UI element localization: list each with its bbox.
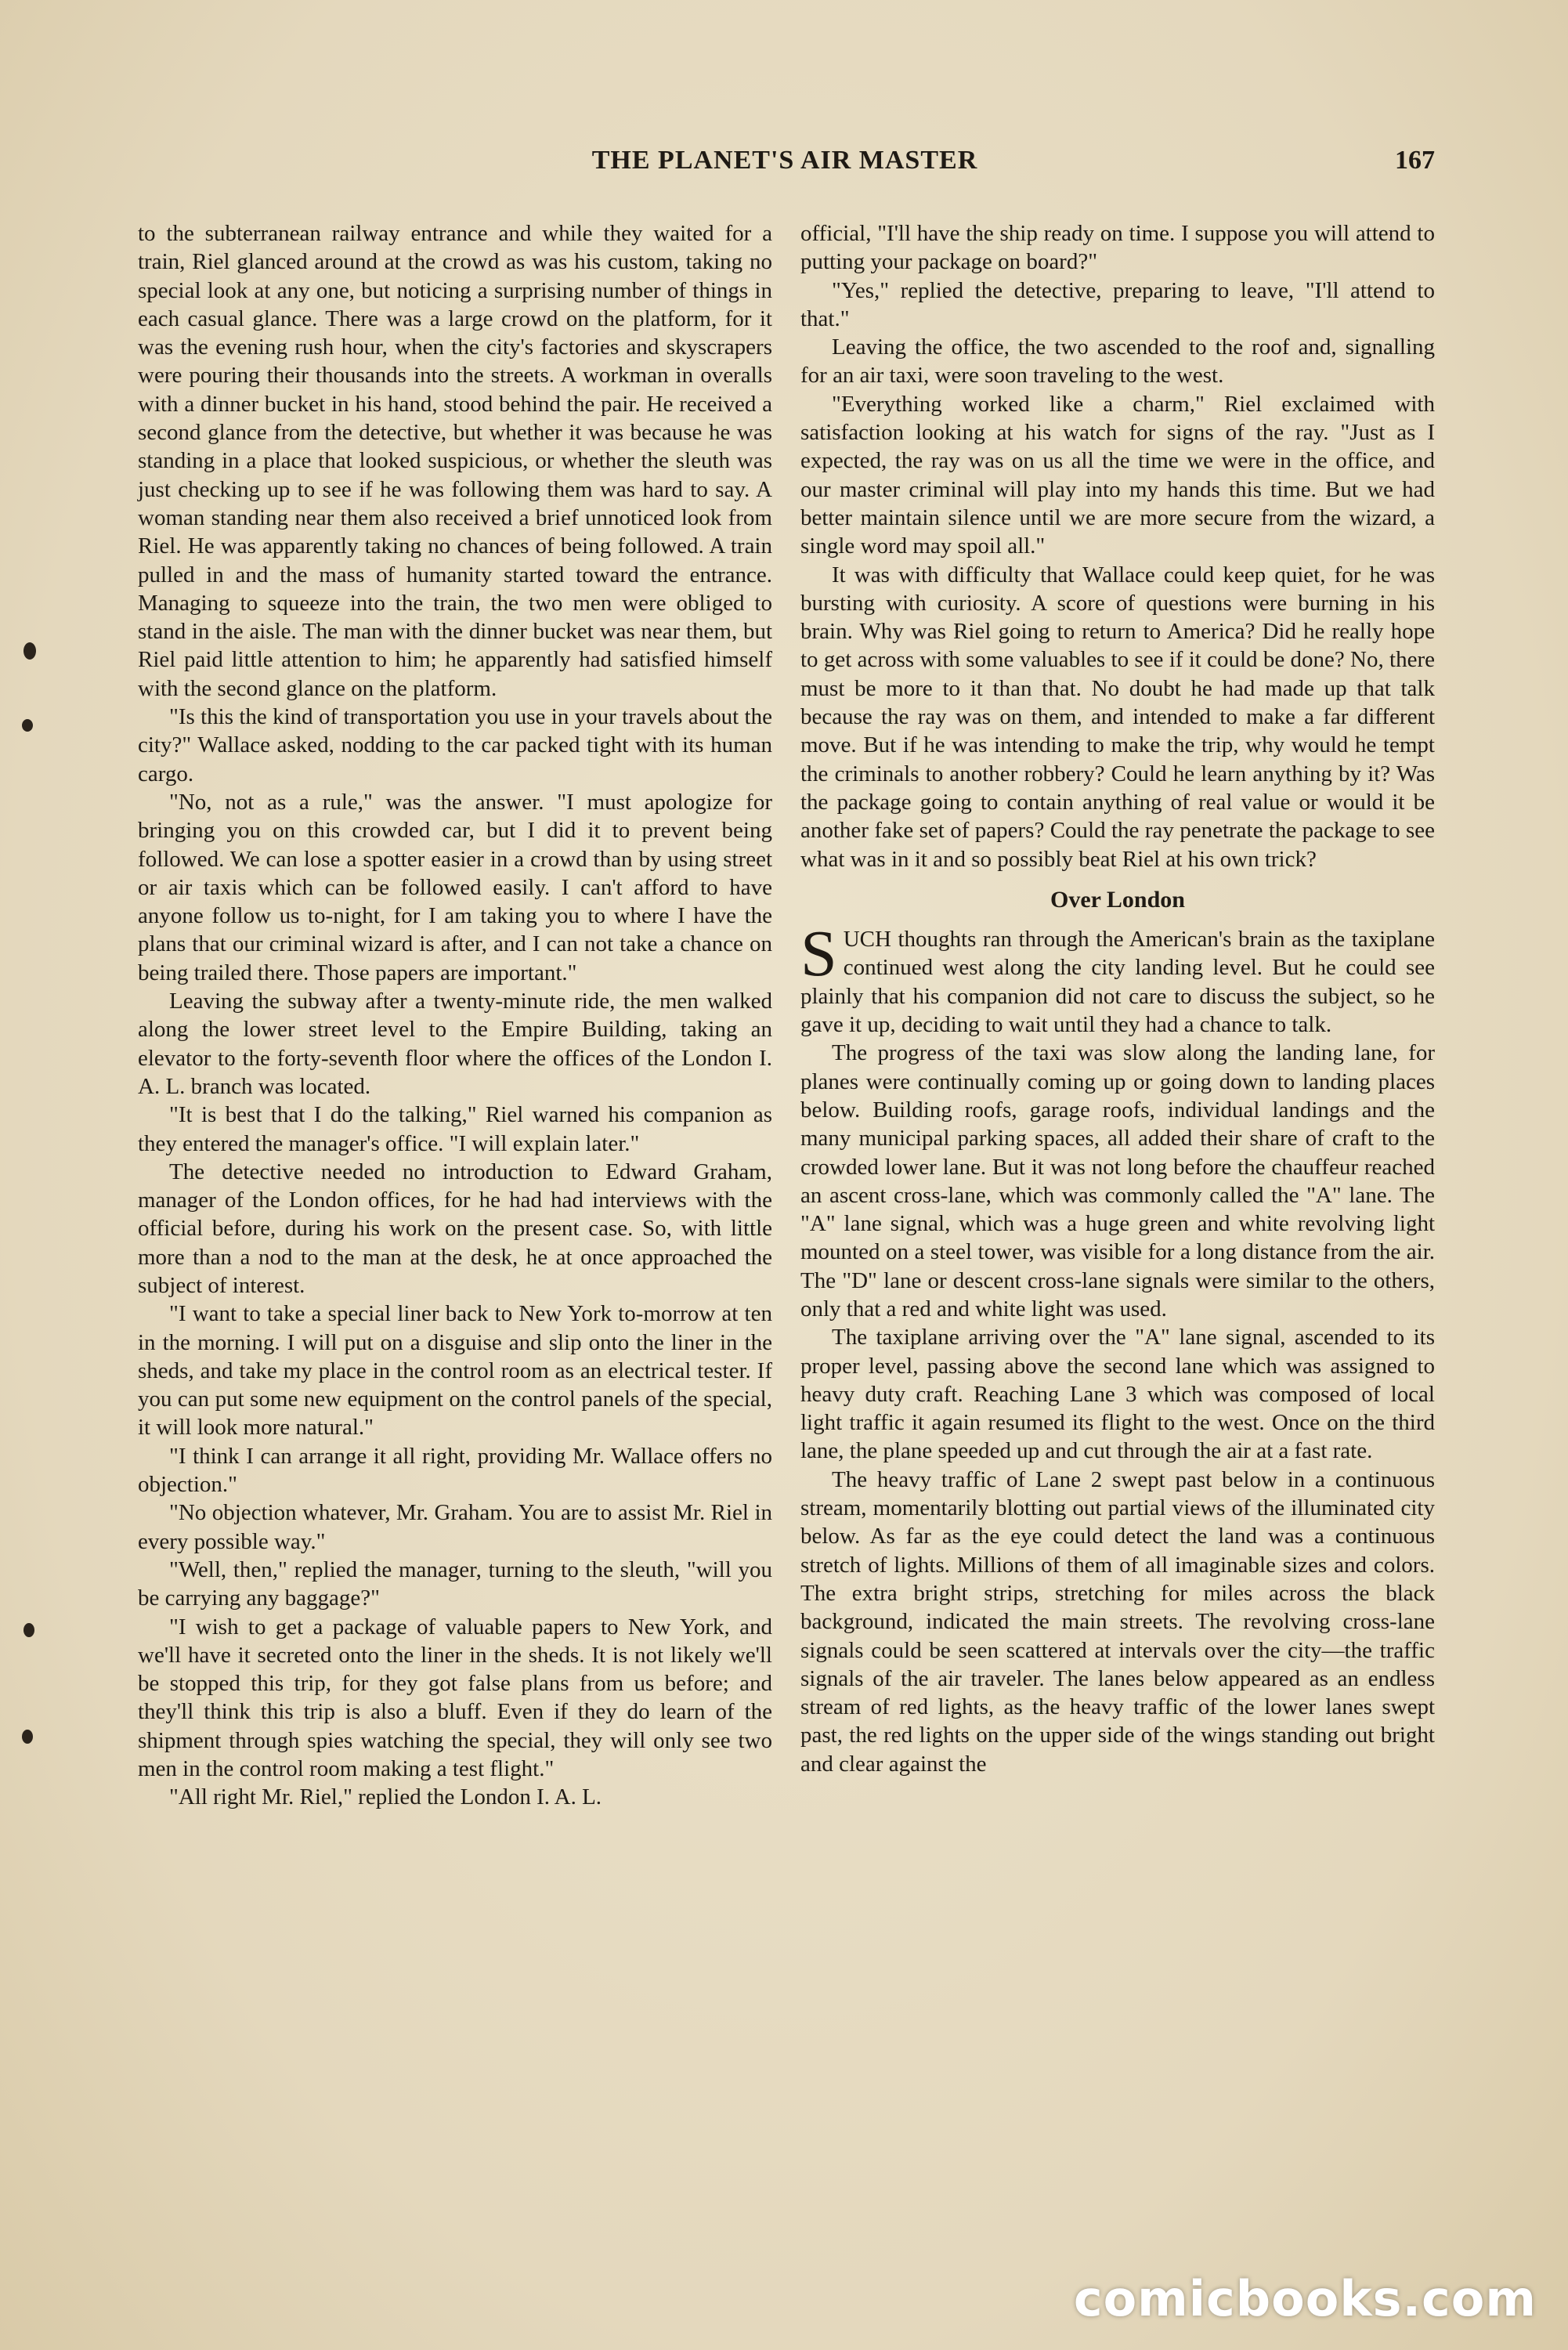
paragraph: "It is best that I do the talking," Riel warned his companion as they entered the manager's office. "I will explain later."	[138, 1102, 772, 1156]
paragraph: "Well, then," replied the manager, turning to the sleuth, "will you be carrying any baggage?"	[138, 1556, 772, 1611]
paragraph: "I want to take a special liner back to New York to-morrow at ten in the morning. I will put on a disguise and slip onto the liner in the sheds, and take my place in the control room as an electrical tester. If you can put some new equipment on the control panels of the special, it will look more natural."	[138, 1301, 772, 1441]
paragraph: "All right Mr. Riel," replied the London I. A. L.	[169, 1784, 602, 1810]
dropcap-paragraph	[800, 917, 1435, 1039]
paragraph: "No, not as a rule," was the answer. "I must apologize for bringing you on this crowded car, but I did it to prevent being followed. We can lose a spotter easier in a crowd than by using street or air taxis which can be followed easily. I can't afford to have anyone follow us to-night, for I am taking you to where I have the plans that our criminal wizard is after, and I can not take a chance on being trailed there. Those papers are important."	[138, 789, 772, 985]
right-column	[800, 219, 1435, 1778]
paragraph: "Is this the kind of transportation you use in your travels about the city?" Wallace asked, nodding to the car packed tight with its human cargo.	[138, 704, 772, 786]
page-header	[135, 146, 1435, 183]
running-title: THE PLANET'S AIR MASTER	[591, 146, 978, 175]
paragraph: to the subterranean railway entrance and while they waited for a train, Riel glanced around at the crowd as was his custom, taking no special look at any one, but noticing a surprising number of things in each casual glance. There was a large crowd on the platform, for it was the evening rush hour, when the city's factories and skyscrapers were pouring their thousands into the streets. A workman in overalls with a dinner bucket in his hand, stood behind the pair. He received a second glance from the detective, but whether it was because he was standing in a place that looked suspicious, or whether the sleuth was just checking up to see if he was following them was hard to say. A woman standing near them also received a brief unnoticed look from Riel. He was apparently taking no chances of being followed. A train pulled in and the mass of humanity started toward the entrance. Managing to squeeze into the train, the two men were obliged to stand in the aisle. The man with the dinner bucket was near them, but Riel paid little attention to him; he apparently had satisfied himself with the second glance on the platform.	[138, 221, 772, 701]
dropcap-paragraph-text: UCH thoughts ran through the American's brain as the taxiplane continued west along the city landing level. But he could see plainly that his companion did not care to discuss the subject, so he gave it up, deciding to wait until they had a chance to talk.	[800, 927, 1435, 1038]
paragraph: "I think I can arrange it all right, providing Mr. Wallace offers no objection."	[138, 1443, 772, 1498]
paragraph: "Everything worked like a charm," Riel exclaimed with satisfaction looking at his watch for signs of the ray. "Just as I expected, the ray was on us all the time we were in the office, and our master criminal will play into my hands this time. But we had better maintain silence until we are more secure from the wizard, a single word may spoil all."	[800, 391, 1435, 559]
drop-cap: S	[800, 917, 837, 991]
paragraph: "Yes," replied the detective, preparing to leave, "I'll attend to that."	[800, 277, 1435, 331]
paragraph: Leaving the subway after a twenty-minute ride, the men walked along the lower street level to the Empire Building, taking an elevator to the forty-seventh floor where the offices of the London I. A. L. branch was located.	[138, 989, 772, 1099]
margin-mark	[23, 642, 36, 660]
paragraph: The heavy traffic of Lane 2 swept past below in a continuous stream, momentarily blotting out partial views of the illuminated city below. As far as the eye could detect the land was a continuous stretch of lights. Millions of them of all imaginable sizes and colors. The extra bright strips, stretching for miles across the black background, indicated the main streets. The revolving cross-lane signals could be seen scattered at intervals over the city—the traffic signals of the air traveler. The lanes below appeared as an endless stream of red lights, as the heavy traffic of the lower lanes swept past, the red lights on the upper side of the wings standing out bright and clear against the	[800, 1466, 1435, 1777]
paragraph: The detective needed no introduction to Edward Graham, manager of the London offices, for he had had interviews with the official before, during his work on the present case. So, with little more than a nod to the man at the desk, he at once approached the subject of interest.	[138, 1159, 772, 1298]
margin-mark	[22, 1730, 33, 1744]
section-heading: Over London	[1050, 886, 1185, 913]
watermark: comicbooks.com	[1073, 2270, 1537, 2327]
page-number: 167	[1395, 146, 1435, 175]
paragraph: It was with difficulty that Wallace could keep quiet, for he was bursting with curiosity. A score of questions were burning in his brain. Why was Riel going to return to America? Did he really hope to get across with some valuables to see if it could be done? No, there must be more to it than that. No doubt he had made up that talk because the ray was on them, and intended to make a far different move. But if he was intending to make the trip, why would he tempt the criminals to another robbery? Could he learn anything by it? Was the package going to contain anything of real value or would it be another fake set of papers? Could the ray penetrate the package to see what was in it and so possibly beat Riel at his own trick?	[800, 562, 1435, 872]
paragraph: official, "I'll have the ship ready on time. I suppose you will attend to putting your package on board?"	[800, 221, 1435, 275]
margin-mark	[22, 719, 33, 732]
paragraph: "I wish to get a package of valuable papers to New York, and we'll have it secreted onto the liner in the sheds. It is not likely we'll be stopped this trip, for they got false plans from us before; and they'll think this trip is also a bluff. Even if they do learn of the shipment through spies watching the special, they will only see two men in the control room making a test flight."	[138, 1614, 772, 1782]
paragraph: Leaving the office, the two ascended to the roof and, signalling for an air taxi, were soon traveling to the west.	[800, 334, 1435, 389]
paragraph: The taxiplane arriving over the "A" lane signal, ascended to its proper level, passing above the second lane which was assigned to heavy duty craft. Reaching Lane 3 which was composed of local light traffic it again resumed its flight to the west. Once on the third lane, the plane speeded up and cut through the air at a fast rate.	[800, 1325, 1435, 1464]
paragraph: The progress of the taxi was slow along the landing lane, for planes were continually coming up or going down to landing places below. Building roofs, garage roofs, individual landings and the many municipal parking spaces, all added their share of craft to the crowded lower lane. But it was not long before the chauffeur reached an ascent cross-lane, which was commonly called the "A" lane. The "A" lane signal, which was a huge green and white revolving light mounted on a steel tower, was visible for a long distance from the air. The "D" lane or descent cross-lane signals were similar to the others, only that a red and white light was used.	[800, 1040, 1435, 1321]
margin-mark	[23, 1623, 34, 1637]
left-column	[138, 219, 772, 1812]
paragraph: "No objection whatever, Mr. Graham. You are to assist Mr. Riel in every possible way."	[138, 1500, 772, 1554]
